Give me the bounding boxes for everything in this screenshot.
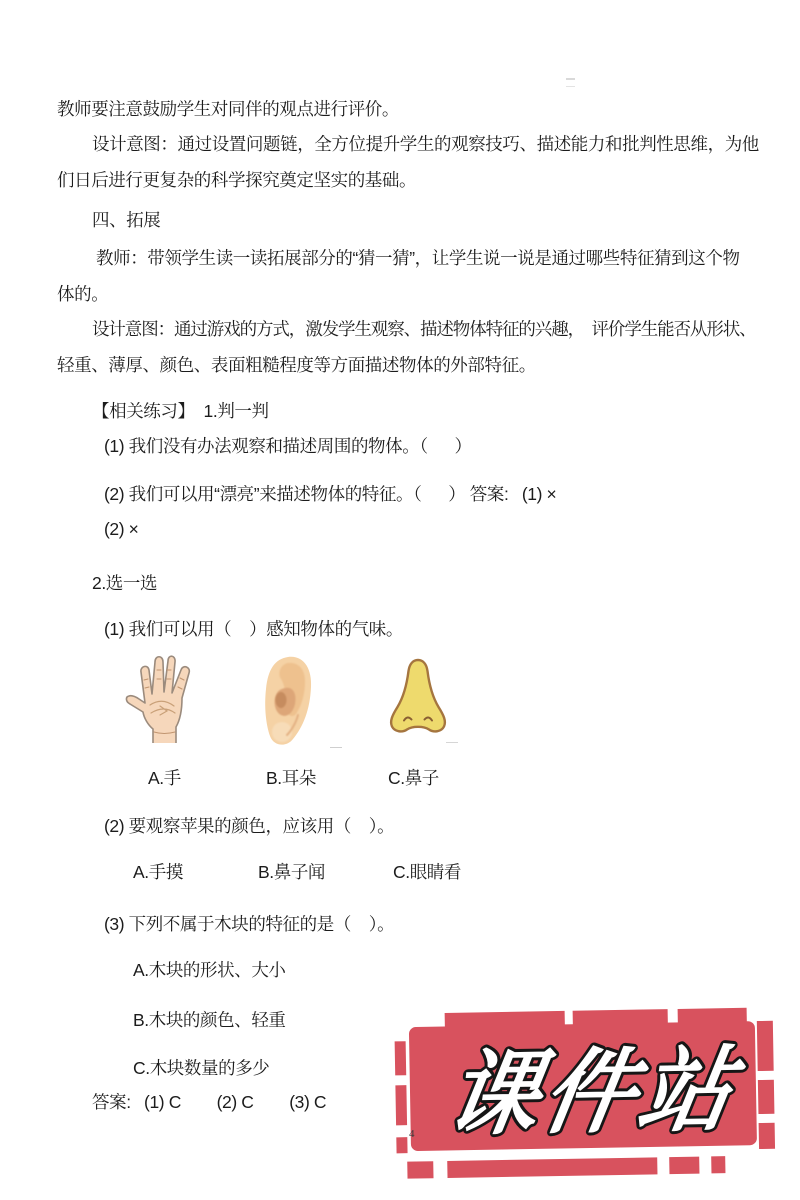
ear-shadow-artifact	[330, 747, 342, 748]
design-intent-1-line1: 设计意图：通过设置问题链，全方位提升学生的观察技巧、描述能力和批判性思维，为他	[92, 134, 759, 154]
watermark-stamp	[393, 1001, 786, 1180]
judge-question-1: (1) 我们没有办法观察和描述周围的物体。（ ）	[104, 436, 472, 456]
paragraph-intro: 教师要注意鼓励学生对同伴的观点进行评价。	[57, 99, 399, 119]
choose-question-3: (3) 下列不属于木块的特征的是（ ）。	[104, 914, 395, 934]
design-intent-1-line2: 们日后进行更复杂的科学探究奠定坚实的基础。	[57, 170, 417, 190]
option-label-hand: A.手	[148, 768, 181, 788]
choose-answers-line: 答案: (1) C (2) C (3) C	[92, 1092, 327, 1112]
choose-heading: 2.选一选	[92, 573, 158, 593]
stamp-graphic	[393, 1001, 786, 1180]
judge-question-2: (2) 我们可以用“漂亮”来描述物体的特征。（ ） 答案: (1) ×	[104, 484, 557, 504]
choose-q2-option-b: B.鼻子闻	[258, 862, 326, 882]
design-intent-2-line2: 轻重、薄厚、颜色、表面粗糙程度等方面描述物体的外部特征。	[57, 355, 536, 375]
choose-q3-option-a: A.木块的形状、大小	[133, 960, 286, 980]
scan-smudge-artifact	[566, 78, 575, 87]
choose-q2-option-a: A.手摸	[133, 862, 183, 882]
option-label-nose: C.鼻子	[388, 768, 439, 788]
judge-answer-2: (2) ×	[104, 519, 139, 539]
nose-shadow-artifact	[446, 742, 458, 743]
nose-illustration	[386, 657, 450, 741]
ear-illustration	[260, 655, 318, 750]
choose-question-1: (1) 我们可以用（ ）感知物体的气味。	[104, 619, 403, 639]
design-intent-2-line1: 设计意图：通过游戏的方式，激发学生观察、描述物体特征的兴趣， 评价学生能否从形状、	[92, 319, 756, 339]
section-heading: 四、拓展	[92, 210, 161, 230]
choose-question-2: (2) 要观察苹果的颜色，应该用（ ）。	[104, 816, 395, 836]
choose-q3-option-c: C.木块数量的多少	[133, 1058, 270, 1078]
page-number: 4	[409, 1128, 415, 1140]
practice-heading: 【相关练习】 1.判一判	[92, 401, 269, 421]
hand-illustration	[124, 650, 206, 744]
watermark-text: 课件站	[439, 1037, 744, 1147]
option-label-ear: B.耳朵	[266, 768, 316, 788]
teacher-paragraph-line2: 体的。	[57, 284, 109, 304]
teacher-paragraph-line1: 教师：带领学生读一读拓展部分的“猜一猜”，让学生说一说是通过哪些特征猜到这个物	[96, 248, 740, 268]
choose-q3-option-b: B.木块的颜色、轻重	[133, 1010, 286, 1030]
choose-q2-option-c: C.眼睛看	[393, 862, 461, 882]
